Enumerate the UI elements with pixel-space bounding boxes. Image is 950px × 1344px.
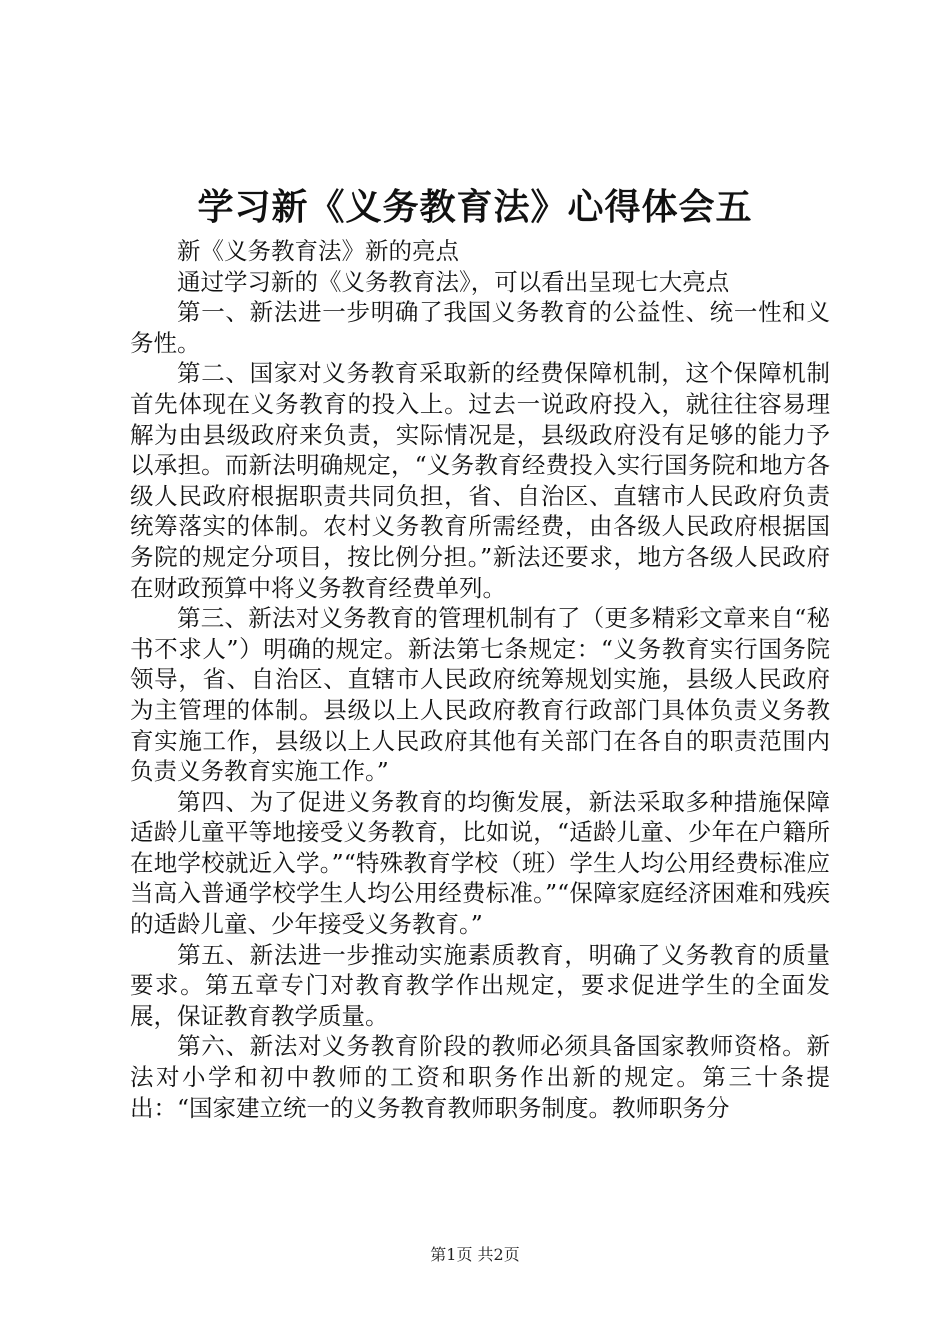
paragraph-point-4: 第四、为了促进义务教育的均衡发展，新法采取多种措施保障适龄儿童平等地接受义务教育，比如说，“适龄儿童、少年在户籍所在地学校就近入学。”“特殊教育学校（班）学生人均公用经费标准应当高入普通学校学生人均公用经费标准。”“保障家庭经济困难和残疾的适龄儿童、少年接受义务教育。”: [130, 787, 830, 939]
paragraph-point-6: 第六、新法对义务教育阶段的教师必须具备国家教师资格。新法对小学和初中教师的工资和职务作出新的规定。第三十条提出：“国家建立统一的义务教育教师职务制度。教师职务分: [130, 1032, 830, 1122]
paragraph-point-5: 第五、新法进一步推动实施素质教育，明确了义务教育的质量要求。第五章专门对教育教学作出规定，要求促进学生的全面发展，保证教育教学质量。: [130, 940, 830, 1030]
paragraph-intro: 通过学习新的《义务教育法》，可以看出呈现七大亮点: [177, 267, 730, 296]
paragraph-point-1: 第一、新法进一步明确了我国义务教育的公益性、统一性和义务性。: [130, 298, 830, 357]
paragraph-point-2: 第二、国家对义务教育采取新的经费保障机制，这个保障机制首先体现在义务教育的投入上。过去一说政府投入，就往往容易理解为由县级政府来负责，实际情况是，县级政府没有足够的能力予以承担。而新法明确规定，“义务教育经费投入实行国务院和地方各级人民政府根据职责共同负担，省、自治区、直辖市人民政府负责统筹落实的体制。农村义务教育所需经费，由各级人民政府根据国务院的规定分项目，按比例分担。”新法还要求，地方各级人民政府在财政预算中将义务教育经费单列。: [130, 359, 830, 602]
paragraph-subtitle: 新《义务教育法》新的亮点: [177, 237, 459, 265]
page-title: 学习新《义务教育法》心得体会五: [197, 187, 753, 228]
document-body: [130, 236, 830, 1123]
paragraph-point-3: 第三、新法对义务教育的管理机制有了（更多精彩文章来自“秘书不求人”）明确的规定。新法第七条规定：“义务教育实行国务院领导，省、自治区、直辖市人民政府统筹规划实施，县级人民政府为主管理的体制。县级以上人民政府教育行政部门具体负责义务教育实施工作，县级以上人民政府其他有关部门在各自的职责范围内负责义务教育实施工作。”: [130, 604, 830, 786]
page-number-footer: 第1页 共2页: [430, 1245, 520, 1264]
